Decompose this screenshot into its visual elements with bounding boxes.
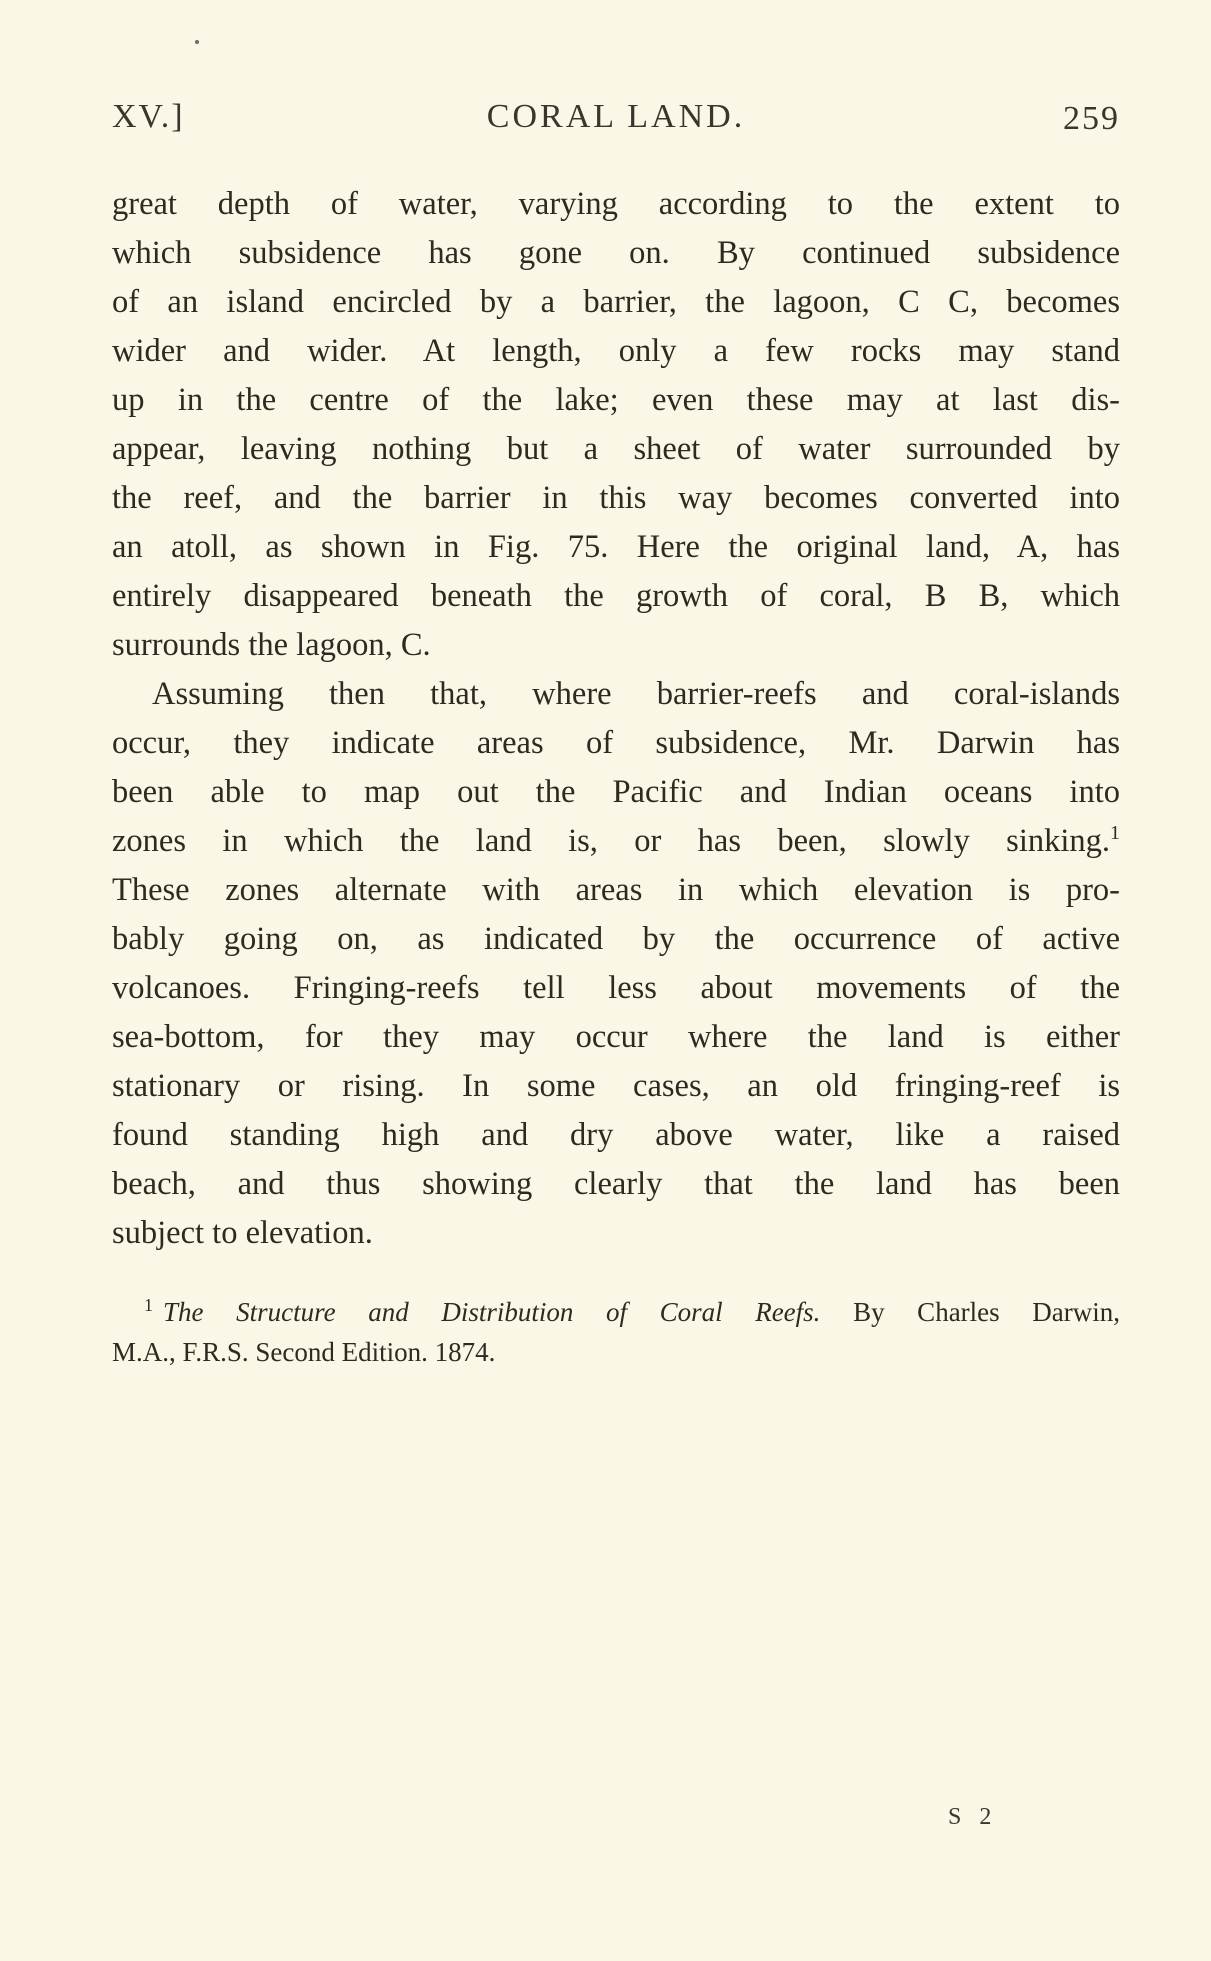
text-line: stationary or rising. In some cases, an old fringing-reef is: [112, 1068, 1120, 1104]
chapter-number: XV.]: [112, 98, 185, 135]
footnote-author: By Charles Darwin,: [853, 1297, 1121, 1327]
text-line: the reef, and the barrier in this way becomes converted into: [112, 480, 1120, 516]
running-title: CORAL LAND.: [486, 98, 746, 135]
text-line: of an island encircled by a barrier, the lagoon, C C, becomes: [112, 284, 1120, 320]
running-head: [112, 98, 1120, 142]
text-line: Assuming then that, where barrier-reefs and coral-islands: [152, 676, 1120, 712]
text-line: occur, they indicate areas of subsidence, Mr. Darwin has: [112, 725, 1120, 761]
signature-mark: S 2: [948, 1804, 998, 1830]
text-line: up in the centre of the lake; even these may at last dis-: [112, 382, 1120, 418]
text-line: wider and wider. At length, only a few rocks may stand: [112, 333, 1120, 369]
text-line: appear, leaving nothing but a sheet of water surrounded by: [112, 431, 1120, 467]
page-number: 259: [1063, 100, 1120, 137]
text-line: which subsidence has gone on. By continued subsidence: [112, 235, 1120, 271]
text-line: entirely disappeared beneath the growth of coral, B B, which: [112, 578, 1120, 614]
text-line: been able to map out the Pacific and Indian oceans into: [112, 774, 1120, 810]
text-line: sea-bottom, for they may occur where the land is either: [112, 1019, 1120, 1055]
footnote: [112, 1292, 1120, 1372]
body-text: [112, 180, 1120, 1258]
footnote-reference[interactable]: 1: [1110, 822, 1120, 844]
text-line: great depth of water, varying according to the extent to: [112, 186, 1120, 222]
text-line: surrounds the lagoon, C.: [112, 627, 431, 663]
text-line: subject to elevation.: [112, 1215, 373, 1251]
text-line: found standing high and dry above water, like a raised: [112, 1117, 1120, 1153]
text-line: zones in which the land is, or has been, slowly sinking.: [112, 823, 1110, 859]
print-speck: [195, 40, 199, 44]
text-line: an atoll, as shown in Fig. 75. Here the original land, A, has: [112, 529, 1120, 565]
text-line: These zones alternate with areas in which elevation is pro-: [112, 872, 1120, 908]
footnote-title: The Structure and Distribution of Coral Reefs.: [163, 1297, 821, 1327]
footnote-line: M.A., F.R.S. Second Edition. 1874.: [112, 1337, 496, 1367]
text-line-with-footnote-ref: [112, 817, 1120, 866]
text-line: beach, and thus showing clearly that the land has been: [112, 1166, 1120, 1202]
text-line: bably going on, as indicated by the occurrence of active: [112, 921, 1120, 957]
footnote-line: [112, 1292, 1120, 1332]
footnote-marker: 1: [144, 1295, 153, 1315]
text-line: volcanoes. Fringing-reefs tell less about movements of the: [112, 970, 1120, 1006]
